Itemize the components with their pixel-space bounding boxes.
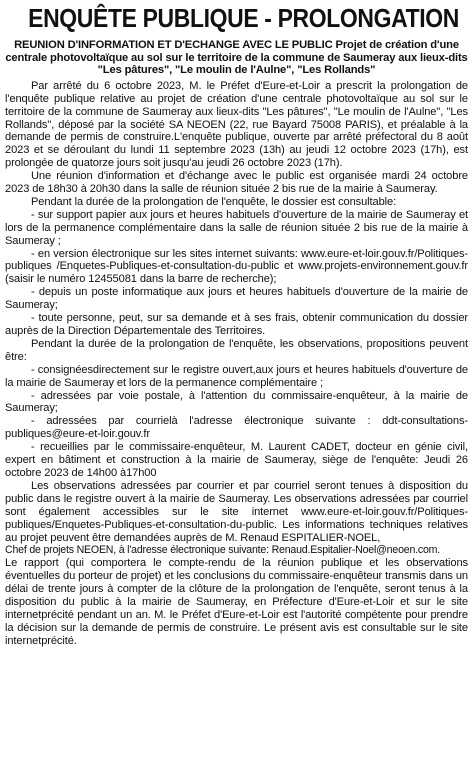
paragraph-decree: Par arrêté du 6 octobre 2023, M. le Préfet d'Eure-et-Loir a prescrit la prolongation de l'enquête publique relative au projet de création d'une centrale photovoltaïque au sol sur le territoire de la commune de Saumeray aux lieux-dits "Les pâtures", "Le moulin de l'Aulne", "Les Rollands", déposé par la société SA NEOEN (22, rue Bayard 75008 PARIS), et préalable à la demande de permis de construire.L'enquête publique, ouverte par arrêté préfectoral du 8 août 2023 et se déroulant du lundi 11 septembre 2023 (13h) au jeudi 12 octobre 2023 (17h), est prolongée de quatorze jours soit jusqu'au jeudi 26 octobre 2023 (17h). <box>5 79 468 170</box>
list-item-copy-request: - toute personne, peut, sur sa demande et à ses frais, obtenir communication du dossier auprès de la Direction Départementale des Territoires. <box>5 312 468 337</box>
list-item-computer-terminal: - depuis un poste informatique aux jours et heures habituels d'ouverture de la mairie de Saumeray; <box>5 286 468 312</box>
list-item-postal: - adressées par voie postale, à l'attention du commissaire-enquêteur, à la mairie de Saumeray; <box>5 389 468 415</box>
paragraph-observations-intro: Pendant la durée de la prolongation de l'enquête, les observations, propositions peuvent être: <box>5 337 468 363</box>
paragraph-observations-availability: Les observations adressées par courrier et par courriel seront tenues à disposition du public dans le registre ouvert à la mairie de Saumeray. Les observations adressées par courriel sont également accessibles sur le site internet www.eure-et-loir.gouv.fr/Politiques-publiques/Enquetes-Publiques-et-consultation-du-public. Les informations techniques relatives au projet peuvent être demandées auprès de M. Renaud ESPITALIER-NOEL, <box>5 479 468 544</box>
list-item-paper-support: - sur support papier aux jours et heures habituels d'ouverture de la mairie de Saumeray et lors de la permanence complémentaire dans la salle de réunion située 2 bis rue de la mairie à Saumeray ; <box>5 208 468 247</box>
paragraph-meeting: Une réunion d'information et d'échange avec le public est organisée mardi 24 octobre 2023 de 18h30 à 20h30 dans la salle de réunion située 2 bis rue de la mairie à Saumeray. <box>5 170 468 196</box>
paragraph-report: Le rapport (qui comportera le compte-rendu de la réunion publique et les observations éventuelles du porteur de projet) et les conclusions du commissaire-enquêteur transmis dans un délai de trente jours à compter de la clôture de la prolongation de l'enquête, seront tenus à la disposition du public à la mairie de Saumeray, en Préfecture d'Eure-et-Loir et sur le site internetprécité pendant un an. M. le Préfet d'Eure-et-Loir est l'autorité compétente pour prendre la décision sur la demande de permis de construire. Le présent avis est consultable sur le site internetprécité. <box>5 557 468 647</box>
paragraph-project-contact: Chef de projets NEOEN, à l'adresse électronique suivante: Renaud.Espitalier-Noel@neoen.com. <box>5 544 441 557</box>
list-item-email: - adressées par courrielà l'adresse électronique suivante : ddt-consultations-publiques@eure-et-loir.gouv.fr <box>5 415 468 441</box>
list-item-electronic-version: - en version électronique sur les sites internet suivants: www.eure-et-loir.gouv.fr/Politiques-publiques /Enquetes-Publiques-et-consultation-du-public et www.projets-environnement.gouv.fr (saisir le numéro 12455081 dans la barre de recherche); <box>5 247 468 286</box>
list-item-commissioner: - recueillies par le commissaire-enquêteur, M. Laurent CADET, docteur en génie civil, expert en bâtiment et construction à la mairie de Saumeray, siège de l'enquête: Jeudi 26 octobre 2023 de 14h00 à17h00 <box>5 441 468 479</box>
notice-title: ENQUÊTE PUBLIQUE - PROLONGATION <box>28 5 460 33</box>
paragraph-consultation-intro: Pendant la durée de la prolongation de l'enquête, le dossier est consultable: <box>31 195 397 208</box>
notice-body <box>5 80 468 648</box>
list-item-register: - consignéesdirectement sur le registre ouvert,aux jours et heures habituels d'ouverture de la mairie de Saumeray et lors de la permanence complémentaire ; <box>5 363 468 389</box>
notice-subtitle: REUNION D'INFORMATION ET D'ECHANGE AVEC LE PUBLIC Projet de création d'une centrale photovoltaïque au sol sur le territoire de la commune de Saumeray aux lieux-dits "Les pâtures", "Le moulin de l'Aulne", "Les Rollands" <box>5 39 468 77</box>
